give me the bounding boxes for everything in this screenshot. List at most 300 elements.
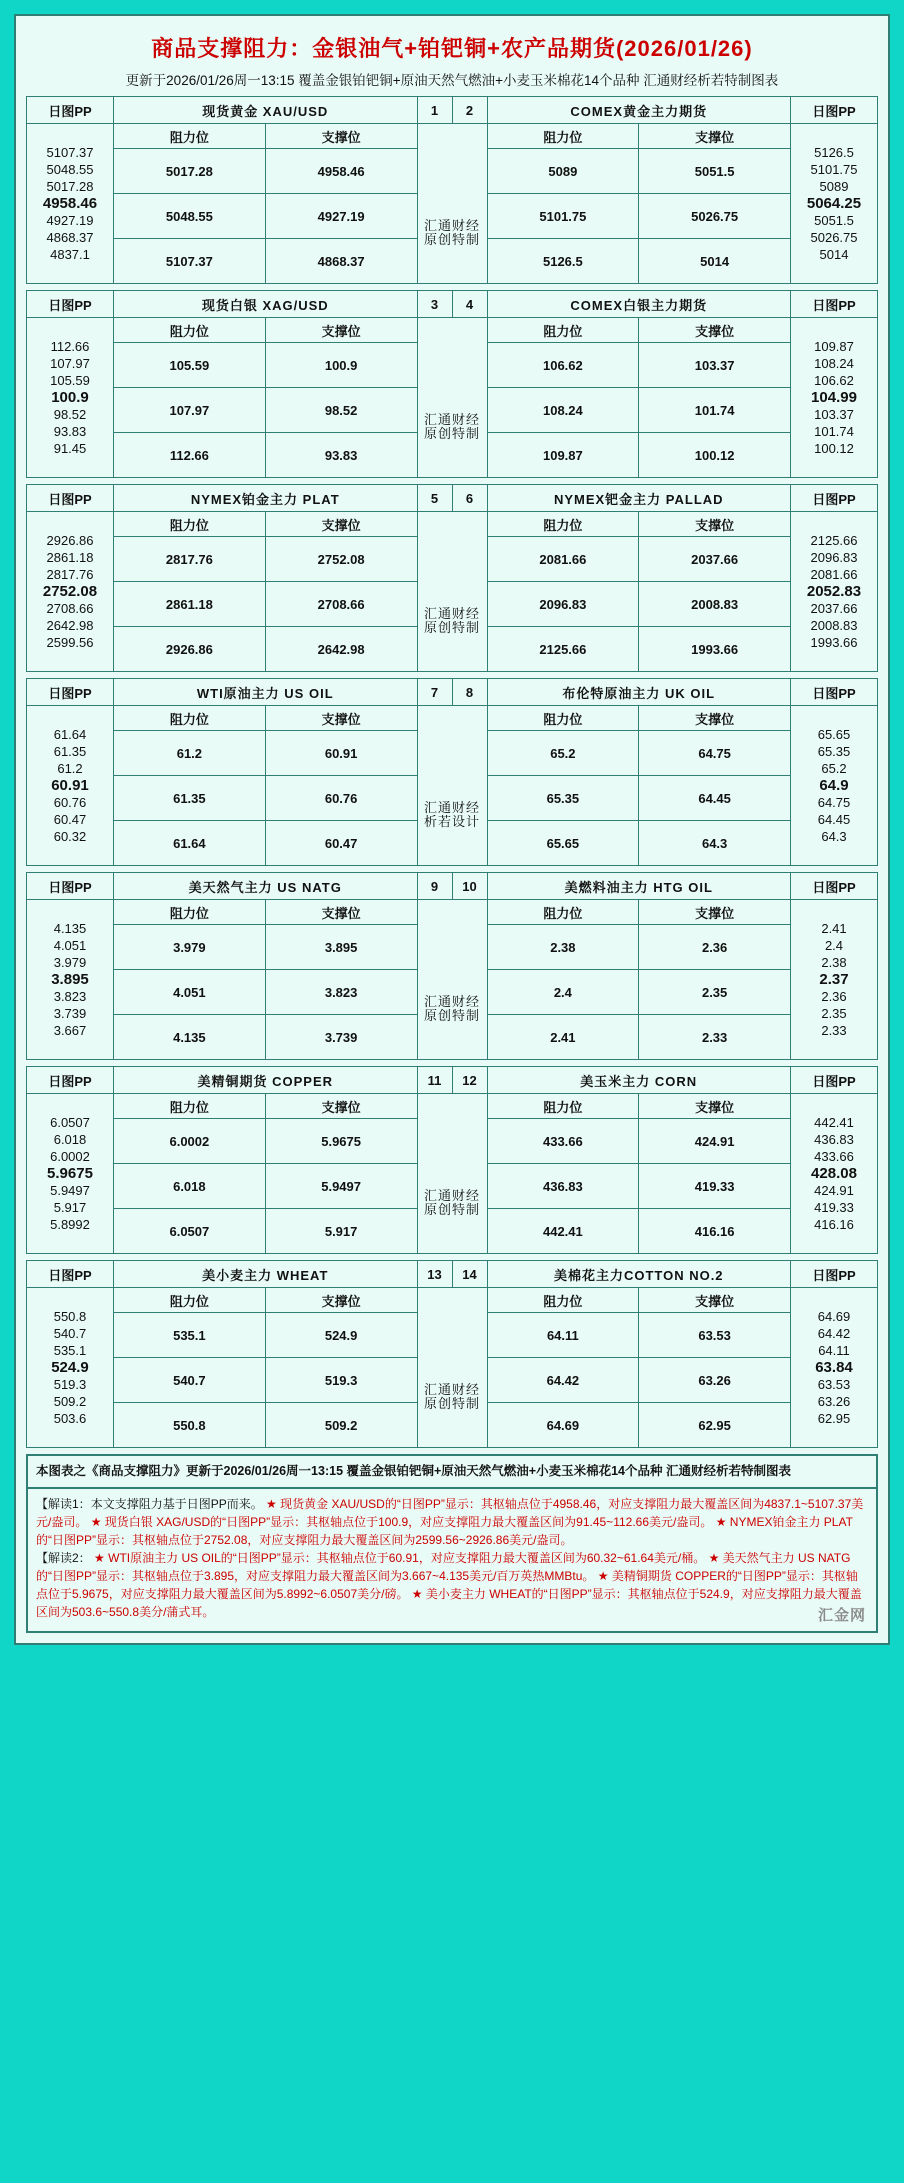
pp-column-right [791,512,878,672]
resistance-header-left: 阻力位 [114,900,266,925]
instrument-index-right: 4 [452,291,487,318]
instrument-index-right: 12 [452,1067,487,1094]
support-value-right: 64.3 [639,821,791,866]
resistance-value-left: 4.051 [114,970,266,1015]
pp-header-right: 日图PP [791,679,878,706]
pp-value: 61.35 [53,744,87,759]
pp-value: 2096.83 [810,550,858,565]
pp-value: 5014 [819,247,849,262]
pp-value: 428.08 [811,1165,857,1182]
resistance-value-right: 2125.66 [487,627,639,672]
instrument-index-right: 2 [452,97,487,124]
pp-value: 98.52 [53,407,87,422]
pp-value: 519.3 [53,1377,87,1392]
support-value-right: 62.95 [639,1403,791,1448]
pp-value: 65.65 [817,727,851,742]
pp-header-right: 日图PP [791,873,878,900]
footer-text: 本图表之《商品支撑阻力》更新于2026/01/26周一13:15 覆盖金银铂钯铜+原油天然气燃油+小麦玉米棉花14个品种 汇通财经析若特制图表 [36,1464,791,1478]
watermark: 汇通财经 析若设计 [417,706,487,866]
pp-value: 107.97 [50,356,90,371]
support-value-left: 93.83 [265,433,417,478]
support-value-right: 2.35 [639,970,791,1015]
notes-section [26,1489,878,1633]
support-value-right: 63.53 [639,1313,791,1358]
pp-value: 4837.1 [50,247,90,262]
instrument-index-right: 10 [452,873,487,900]
resistance-header-right: 阻力位 [487,1094,639,1119]
instrument-name-left: 美精铜期货 COPPER [114,1067,418,1094]
pp-value: 550.8 [53,1309,87,1324]
resistance-value-right: 64.11 [487,1313,639,1358]
pp-value: 64.9 [819,777,849,794]
resistance-value-left: 5107.37 [114,239,266,284]
support-value-right: 2037.66 [639,537,791,582]
pp-value: 4927.19 [46,213,94,228]
pp-header-left: 日图PP [27,873,114,900]
pp-value: 62.95 [817,1411,851,1426]
pp-value: 64.45 [817,812,851,827]
resistance-header-right: 阻力位 [487,1288,639,1313]
support-header-left: 支撑位 [265,1094,417,1119]
pp-value: 5101.75 [810,162,858,177]
pp-value: 109.87 [814,339,854,354]
resistance-header-left: 阻力位 [114,124,266,149]
pp-column-left [27,512,114,672]
resistance-value-left: 5048.55 [114,194,266,239]
instrument-index-left: 11 [417,1067,452,1094]
resistance-header-right: 阻力位 [487,900,639,925]
pp-value: 3.739 [53,1006,87,1021]
pp-value: 6.018 [53,1132,87,1147]
note-2-item-2: ★ 美精铜期货 COPPER的“日图PP”显示：其枢轴点位于5.9675，对应支撑阻力最大覆盖区间为5.8992~6.0507美分/磅。 [36,1569,858,1601]
pp-value: 61.64 [53,727,87,742]
resistance-value-left: 6.018 [114,1164,266,1209]
note-1-item-1: ★ 现货白银 XAG/USD的“日图PP”显示：其枢轴点位于100.9，对应支撑阻力最大覆盖区间为91.45~112.66美元/盎司。 [90,1515,713,1529]
pp-value: 4868.37 [46,230,94,245]
resistance-value-left: 105.59 [114,343,266,388]
instrument-name-right: COMEX白银主力期货 [487,291,791,318]
pp-value: 2752.08 [42,583,98,600]
resistance-value-right: 106.62 [487,343,639,388]
instrument-pair-table [26,290,878,478]
resistance-value-left: 550.8 [114,1403,266,1448]
pp-header-left: 日图PP [27,485,114,512]
pp-value: 60.47 [53,812,87,827]
resistance-header-left: 阻力位 [114,1288,266,1313]
note-2-title: 【解读2： [36,1551,91,1565]
note-1-lead: 本文支撑阻力基于日图PP而来。 [90,1497,263,1511]
support-value-right: 5014 [639,239,791,284]
note-1-item-2: ★ NYMEX铂金主力 PLAT的“日图PP”显示：其枢轴点位于2752.08，对应支撑阻力最大覆盖区间为2599.56~2926.86美元/盎司。 [36,1515,853,1547]
instrument-name-left: 美小麦主力 WHEAT [114,1261,418,1288]
pp-value: 5017.28 [46,179,94,194]
pp-header-right: 日图PP [791,97,878,124]
resistance-value-right: 64.69 [487,1403,639,1448]
note-1-title: 【解读1： [36,1497,91,1511]
instrument-index-right: 14 [452,1261,487,1288]
support-value-left: 2642.98 [265,627,417,672]
pp-column-right [791,1094,878,1254]
support-header-right: 支撑位 [639,512,791,537]
resistance-value-left: 535.1 [114,1313,266,1358]
support-header-right: 支撑位 [639,318,791,343]
resistance-value-right: 2.4 [487,970,639,1015]
pp-value: 2.41 [821,921,847,936]
pp-value: 2.38 [821,955,847,970]
page-title: 商品支撑阻力：金银油气+铂钯铜+农产品期货(2026/01/26) [151,36,753,61]
pp-value: 60.32 [53,829,87,844]
pp-value: 535.1 [53,1343,87,1358]
support-header-right: 支撑位 [639,706,791,731]
watermark: 汇通财经 原创特制 [417,512,487,672]
instrument-index-left: 3 [417,291,452,318]
instrument-index-right: 8 [452,679,487,706]
support-value-left: 4958.46 [265,149,417,194]
note-2-item-0: ★ WTI原油主力 US OIL的“日图PP”显示：其枢轴点位于60.91，对应支撑阻力最大覆盖区间为60.32~61.64美元/桶。 [94,1551,706,1565]
pp-value: 63.26 [817,1394,851,1409]
resistance-header-right: 阻力位 [487,124,639,149]
support-value-right: 5026.75 [639,194,791,239]
support-header-right: 支撑位 [639,1288,791,1313]
pp-value: 112.66 [50,339,90,354]
pp-value: 5107.37 [46,145,94,160]
support-value-right: 101.74 [639,388,791,433]
pp-value: 1993.66 [810,635,858,650]
support-header-left: 支撑位 [265,1288,417,1313]
pp-value: 424.91 [814,1183,854,1198]
pp-header-left: 日图PP [27,1261,114,1288]
pp-value: 436.83 [814,1132,854,1147]
pp-value: 2.33 [821,1023,847,1038]
brand-logo: 汇金网 [817,1607,866,1624]
resistance-value-right: 2081.66 [487,537,639,582]
resistance-header-right: 阻力位 [487,706,639,731]
support-header-left: 支撑位 [265,706,417,731]
watermark: 汇通财经 原创特制 [417,318,487,478]
resistance-value-right: 65.35 [487,776,639,821]
support-value-right: 416.16 [639,1209,791,1254]
support-value-left: 5.917 [265,1209,417,1254]
pp-value: 106.62 [814,373,854,388]
instrument-name-right: 布伦特原油主力 UK OIL [487,679,791,706]
resistance-value-right: 442.41 [487,1209,639,1254]
support-header-right: 支撑位 [639,1094,791,1119]
instrument-pair-table [26,1066,878,1254]
pp-value: 4.051 [53,938,87,953]
support-value-left: 3.823 [265,970,417,1015]
note-2-item-3: ★ 美小麦主力 WHEAT的“日图PP”显示：其枢轴点位于524.9，对应支撑阻力最大覆盖区间为503.6~550.8美分/蒲式耳。 [36,1587,862,1619]
pp-value: 5.9675 [47,1165,93,1182]
pp-value: 91.45 [53,441,87,456]
support-value-left: 5.9675 [265,1119,417,1164]
resistance-value-right: 433.66 [487,1119,639,1164]
pp-value: 100.12 [814,441,854,456]
page-subtitle: 更新于2026/01/26周一13:15 覆盖金银铂钯铜+原油天然气燃油+小麦玉米棉花14个品种 汇通财经析若特制图表 [125,73,779,88]
support-value-left: 2708.66 [265,582,417,627]
support-header-left: 支撑位 [265,512,417,537]
pp-value: 65.2 [821,761,847,776]
resistance-value-left: 6.0507 [114,1209,266,1254]
pp-value: 101.74 [814,424,854,439]
support-value-left: 2752.08 [265,537,417,582]
support-value-left: 5.9497 [265,1164,417,1209]
resistance-value-right: 108.24 [487,388,639,433]
resistance-value-left: 6.0002 [114,1119,266,1164]
pp-header-left: 日图PP [27,97,114,124]
support-header-left: 支撑位 [265,318,417,343]
pp-column-left [27,900,114,1060]
support-value-right: 100.12 [639,433,791,478]
pp-value: 5.9497 [50,1183,90,1198]
instrument-pair-table [26,1260,878,1448]
pp-header-left: 日图PP [27,679,114,706]
pp-value: 93.83 [53,424,87,439]
pp-column-right [791,706,878,866]
resistance-value-right: 109.87 [487,433,639,478]
pp-value: 442.41 [814,1115,854,1130]
resistance-value-right: 2096.83 [487,582,639,627]
pp-value: 3.979 [53,955,87,970]
pp-value: 2037.66 [810,601,858,616]
support-value-left: 60.76 [265,776,417,821]
support-value-right: 1993.66 [639,627,791,672]
pp-value: 2817.76 [46,567,94,582]
resistance-value-right: 5089 [487,149,639,194]
note-1 [36,1495,868,1549]
pp-value: 61.2 [57,761,83,776]
pp-value: 2642.98 [46,618,94,633]
pp-column-left [27,706,114,866]
resistance-header-left: 阻力位 [114,512,266,537]
support-value-left: 100.9 [265,343,417,388]
pp-value: 4958.46 [42,195,98,212]
resistance-value-right: 65.65 [487,821,639,866]
instrument-index-left: 5 [417,485,452,512]
support-value-right: 424.91 [639,1119,791,1164]
instrument-index-left: 7 [417,679,452,706]
pp-header-left: 日图PP [27,1067,114,1094]
pp-value: 503.6 [53,1411,87,1426]
pp-value: 2008.83 [810,618,858,633]
pp-column-right [791,900,878,1060]
pp-value: 103.37 [814,407,854,422]
pp-value: 5.917 [53,1200,87,1215]
support-value-left: 524.9 [265,1313,417,1358]
resistance-value-right: 64.42 [487,1358,639,1403]
support-header-left: 支撑位 [265,900,417,925]
support-value-right: 419.33 [639,1164,791,1209]
instrument-index-left: 13 [417,1261,452,1288]
pp-value: 509.2 [53,1394,87,1409]
pp-value: 6.0507 [50,1115,90,1130]
watermark: 汇通财经 原创特制 [417,1288,487,1448]
pp-header-right: 日图PP [791,485,878,512]
pp-value: 3.895 [51,971,89,988]
resistance-header-right: 阻力位 [487,318,639,343]
support-value-right: 2008.83 [639,582,791,627]
instrument-name-left: NYMEX铂金主力 PLAT [114,485,418,512]
pp-value: 63.84 [815,1359,853,1376]
instrument-pair-table [26,872,878,1060]
resistance-value-right: 2.38 [487,925,639,970]
pp-value: 2.35 [821,1006,847,1021]
watermark: 汇通财经 原创特制 [417,1094,487,1254]
pp-value: 2926.86 [46,533,94,548]
support-header-right: 支撑位 [639,900,791,925]
instrument-name-right: 美棉花主力COTTON NO.2 [487,1261,791,1288]
resistance-header-left: 阻力位 [114,318,266,343]
pp-value: 5089 [819,179,849,194]
pp-value: 2861.18 [46,550,94,565]
pp-value: 5064.25 [806,195,862,212]
resistance-value-left: 540.7 [114,1358,266,1403]
support-value-right: 63.26 [639,1358,791,1403]
pp-value: 2599.56 [46,635,94,650]
instrument-pair-table [26,96,878,284]
support-value-right: 64.45 [639,776,791,821]
pp-value: 64.3 [821,829,847,844]
pp-value: 419.33 [814,1200,854,1215]
watermark: 汇通财经 原创特制 [417,124,487,284]
pp-value: 3.823 [53,989,87,1004]
support-value-left: 60.47 [265,821,417,866]
pp-value: 2125.66 [810,533,858,548]
instrument-index-right: 6 [452,485,487,512]
pp-value: 64.75 [817,795,851,810]
pp-column-right [791,1288,878,1448]
note-1-item-0: ★ 现货黄金 XAU/USD的“日图PP”显示：其枢轴点位于4958.46，对应支撑阻力最大覆盖区间为4837.1~5107.37美元/盎司。 [36,1497,864,1529]
support-value-left: 3.895 [265,925,417,970]
resistance-value-left: 4.135 [114,1015,266,1060]
resistance-value-left: 2861.18 [114,582,266,627]
pp-value: 5126.5 [814,145,854,160]
resistance-header-left: 阻力位 [114,706,266,731]
pp-value: 64.69 [817,1309,851,1324]
support-value-right: 64.75 [639,731,791,776]
support-value-left: 4927.19 [265,194,417,239]
resistance-value-left: 107.97 [114,388,266,433]
note-2 [36,1549,868,1621]
instrument-name-right: COMEX黄金主力期货 [487,97,791,124]
support-value-right: 103.37 [639,343,791,388]
pp-value: 2.36 [821,989,847,1004]
pp-column-right [791,124,878,284]
pp-value: 64.42 [817,1326,851,1341]
support-value-left: 98.52 [265,388,417,433]
pp-value: 2708.66 [46,601,94,616]
pp-value: 5026.75 [810,230,858,245]
pp-column-left [27,318,114,478]
pp-value: 6.0002 [50,1149,90,1164]
pp-value: 5051.5 [814,213,854,228]
pp-value: 2081.66 [810,567,858,582]
pp-value: 524.9 [51,1359,89,1376]
pp-value: 2.37 [819,971,849,988]
instrument-pair-table [26,484,878,672]
pp-value: 105.59 [50,373,90,388]
note-2-item-1: ★ 美天然气主力 US NATG的“日图PP”显示：其枢轴点位于3.895，对应支撑阻力最大覆盖区间为3.667~4.135美元/百万英热MMBtu。 [36,1551,851,1583]
pp-header-right: 日图PP [791,291,878,318]
pp-value: 60.76 [53,795,87,810]
pp-column-right [791,318,878,478]
support-header-right: 支撑位 [639,124,791,149]
resistance-value-left: 61.64 [114,821,266,866]
support-value-left: 519.3 [265,1358,417,1403]
instrument-name-right: 美玉米主力 CORN [487,1067,791,1094]
instrument-name-left: WTI原油主力 US OIL [114,679,418,706]
pp-value: 108.24 [814,356,854,371]
instrument-name-right: NYMEX钯金主力 PALLAD [487,485,791,512]
resistance-value-left: 5017.28 [114,149,266,194]
support-header-left: 支撑位 [265,124,417,149]
resistance-value-right: 65.2 [487,731,639,776]
pp-value: 416.16 [814,1217,854,1232]
resistance-header-right: 阻力位 [487,512,639,537]
resistance-value-left: 112.66 [114,433,266,478]
support-value-left: 4868.37 [265,239,417,284]
pp-value: 5048.55 [46,162,94,177]
pp-value: 3.667 [53,1023,87,1038]
support-value-right: 2.36 [639,925,791,970]
pp-value: 64.11 [818,1343,850,1358]
support-value-left: 3.739 [265,1015,417,1060]
footer-note [26,1454,878,1489]
pp-value: 433.66 [814,1149,854,1164]
resistance-value-left: 61.35 [114,776,266,821]
resistance-value-left: 61.2 [114,731,266,776]
pp-value: 104.99 [811,389,857,406]
watermark: 汇通财经 原创特制 [417,900,487,1060]
pp-column-left [27,1094,114,1254]
support-value-right: 5051.5 [639,149,791,194]
pp-value: 540.7 [53,1326,87,1341]
pp-value: 4.135 [53,921,87,936]
pp-header-left: 日图PP [27,291,114,318]
pp-value: 60.91 [51,777,89,794]
pp-value: 2.4 [824,938,844,953]
pp-column-left [27,1288,114,1448]
pp-value: 5.8992 [50,1217,90,1232]
resistance-value-right: 436.83 [487,1164,639,1209]
pp-header-right: 日图PP [791,1261,878,1288]
report-sheet [14,14,890,1645]
pp-value: 2052.83 [806,583,862,600]
support-value-left: 60.91 [265,731,417,776]
instrument-index-left: 9 [417,873,452,900]
resistance-value-left: 2926.86 [114,627,266,672]
resistance-value-right: 2.41 [487,1015,639,1060]
instrument-pair-table [26,678,878,866]
resistance-value-right: 5101.75 [487,194,639,239]
resistance-value-left: 3.979 [114,925,266,970]
pp-value: 65.35 [817,744,851,759]
pp-header-right: 日图PP [791,1067,878,1094]
blocks-container [26,96,878,1448]
instrument-name-right: 美燃料油主力 HTG OIL [487,873,791,900]
resistance-value-right: 5126.5 [487,239,639,284]
instrument-name-left: 现货白银 XAG/USD [114,291,418,318]
support-value-right: 2.33 [639,1015,791,1060]
resistance-value-left: 2817.76 [114,537,266,582]
instrument-index-left: 1 [417,97,452,124]
support-value-left: 509.2 [265,1403,417,1448]
pp-value: 100.9 [51,389,89,406]
instrument-name-left: 美天然气主力 US NATG [114,873,418,900]
instrument-name-left: 现货黄金 XAU/USD [114,97,418,124]
pp-value: 63.53 [817,1377,851,1392]
resistance-header-left: 阻力位 [114,1094,266,1119]
pp-column-left [27,124,114,284]
